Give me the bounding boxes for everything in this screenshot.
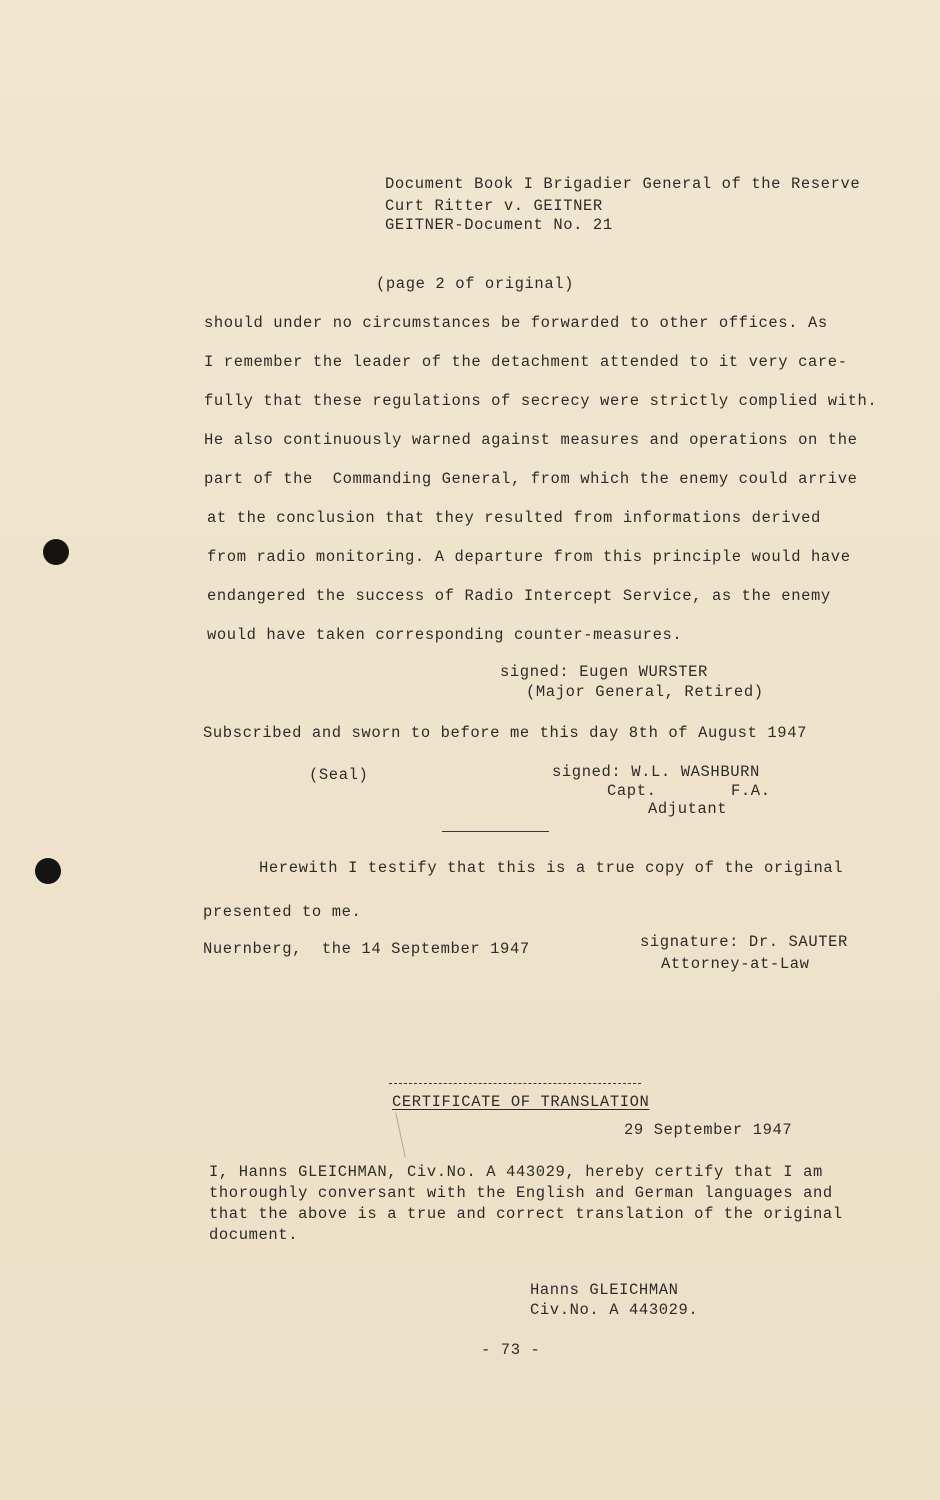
body-line: fully that these regulations of secrecy were strictly complied with. [204, 392, 878, 410]
certificate-title: CERTIFICATE OF TRANSLATION [392, 1093, 650, 1111]
page-note: (page 2 of original) [376, 275, 575, 293]
header-line-1: Document Book I Brigadier General of the Reserve [385, 175, 861, 193]
body-line: would have taken corresponding counter-measures. [207, 626, 683, 644]
seal-note: (Seal) [309, 766, 369, 784]
certificate-line: that the above is a true and correct translation of the original [209, 1205, 843, 1223]
translator-name: Hanns GLEICHMAN [530, 1281, 679, 1299]
certificate-line: I, Hanns GLEICHMAN, Civ.No. A 443029, hereby certify that I am [209, 1163, 823, 1181]
page-number: - 73 - [481, 1341, 541, 1359]
stray-mark [395, 1112, 406, 1157]
signature-line: signed: Eugen WURSTER [500, 663, 708, 681]
signature-rank: (Major General, Retired) [526, 683, 764, 701]
place-date: Nuernberg, the 14 September 1947 [203, 940, 530, 958]
body-line: He also continuously warned against measures and operations on the [204, 431, 858, 449]
testimony-line: presented to me. [203, 903, 362, 921]
header-line-3: GEITNER-Document No. 21 [385, 216, 613, 234]
certificate-line: thoroughly conversant with the English and German languages and [209, 1184, 833, 1202]
signature-title: Attorney-at-Law [661, 955, 810, 973]
body-line: part of the Commanding General, from which the enemy could arrive [204, 470, 858, 488]
signature-role: Adjutant [648, 800, 728, 818]
certificate-line: document. [209, 1226, 299, 1244]
translator-number: Civ.No. A 443029. [530, 1301, 699, 1319]
body-line: I remember the leader of the detachment attended to it very care- [204, 353, 848, 371]
body-line: from radio monitoring. A departure from this principle would have [207, 548, 851, 566]
signature-line: signature: Dr. SAUTER [640, 933, 848, 951]
certificate-date: 29 September 1947 [624, 1121, 793, 1139]
header-line-2: Curt Ritter v. GEITNER [385, 197, 603, 215]
divider [442, 831, 549, 832]
signature-rank: Capt. [607, 782, 657, 800]
signature-unit: F.A. [731, 782, 771, 800]
divider [389, 1083, 641, 1084]
body-line: endangered the success of Radio Intercept Service, as the enemy [207, 587, 831, 605]
punch-hole [43, 539, 69, 565]
body-line: at the conclusion that they resulted from informations derived [207, 509, 821, 527]
body-line: should under no circumstances be forwarded to other offices. As [204, 314, 828, 332]
testimony-line: Herewith I testify that this is a true copy of the original [259, 859, 844, 877]
sworn-statement: Subscribed and sworn to before me this day 8th of August 1947 [203, 724, 807, 742]
signature-line: signed: W.L. WASHBURN [552, 763, 760, 781]
punch-hole [35, 858, 61, 884]
